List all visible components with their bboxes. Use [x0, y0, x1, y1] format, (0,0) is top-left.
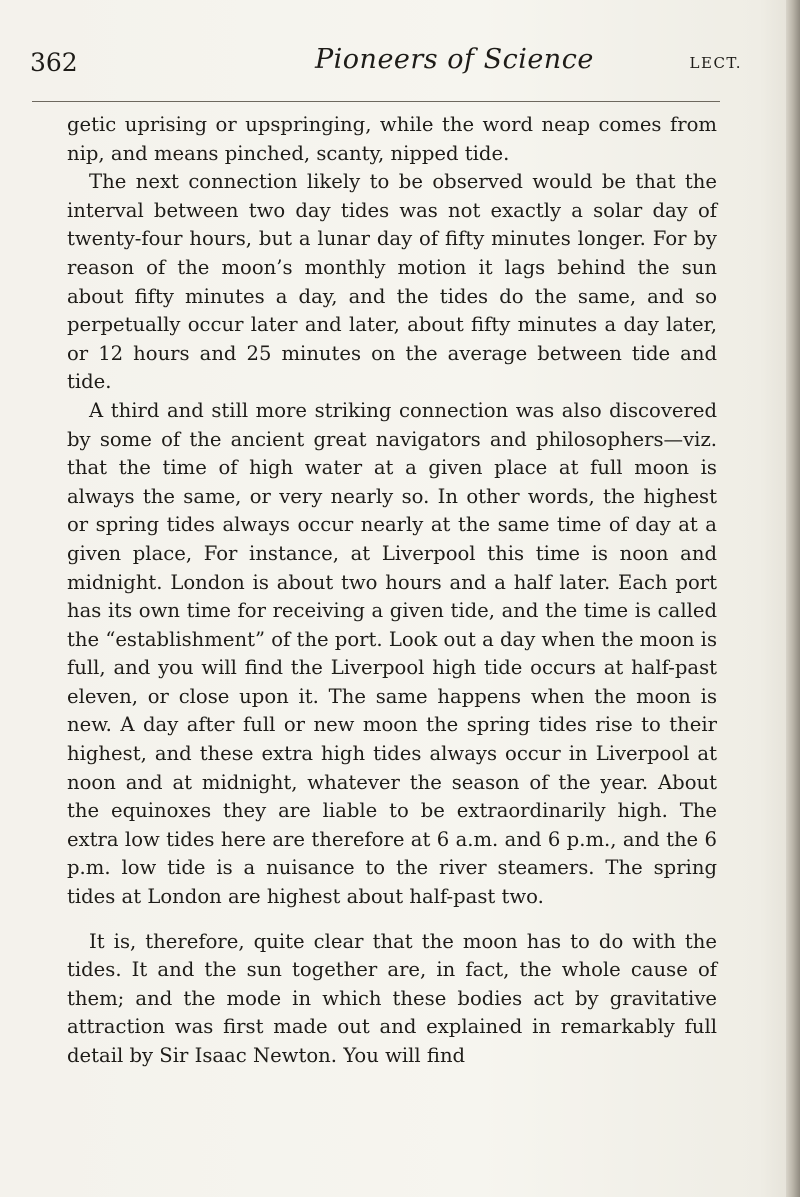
paragraph-lunar-day: The next connection likely to be observed would be that the interval between two day tides was not exactly a solar day of twenty-four hours, but a lunar day of fifty minutes longer. For by reason of the moon’s monthly motion it lags behind the sun about fifty minutes a day, and the tides do the same, and so perpetually occur later and later, about fifty minutes a day later, or 12 hours and 25 minutes on the average between tide and tide. [67, 170, 717, 394]
section-label: LECT. [689, 54, 742, 72]
book-spine-edge [786, 0, 800, 1197]
header-rule [32, 101, 720, 102]
paragraph-newton: It is, therefore, quite clear that the moon has to do with the tides. It and the sun together are, in fact, the whole cause of them; and the mode in which these bodies act by gravitative attraction was first made out and explained in remarkably full detail by Sir Isaac Newton. You will find [67, 929, 717, 1067]
paragraph-continuation: getic uprising or upspringing, while the word neap comes from nip, and means pinched, scanty, nipped tide. [67, 113, 717, 165]
book-title: Pioneers of Science [315, 44, 594, 75]
page-number: 362 [30, 48, 78, 77]
body-text [67, 111, 717, 1071]
paragraph-spring-tides: A third and still more striking connection was also discovered by some of the ancient great navigators and philosophers—viz. that the time of high water at a given place at full moon is always the same, or very nearly so. In other words, the highest or spring tides always occur nearly at the same time of day at a given place, For instance, at Liverpool this time is noon and midnight. London is about two hours and a half later. Each port has its own time for receiving a given tide, and the time is called the “establishment” of the port. Look out a day when the moon is full, and you will find the Liverpool high tide occurs at half-past eleven, or close upon it. The same happens when the moon is new. A day after full or new moon the spring tides rise to their highest, and these extra high tides always occur in Liverpool at noon and at midnight, whatever the season of the year. About the equinoxes they are liable to be extraordinarily high. The extra low tides here are therefore at 6 a.m. and 6 p.m., and the 6 p.m. low tide is a nuisance to the river steamers. The spring tides at London are highest about half-past two. [67, 398, 717, 909]
running-head [30, 44, 742, 92]
